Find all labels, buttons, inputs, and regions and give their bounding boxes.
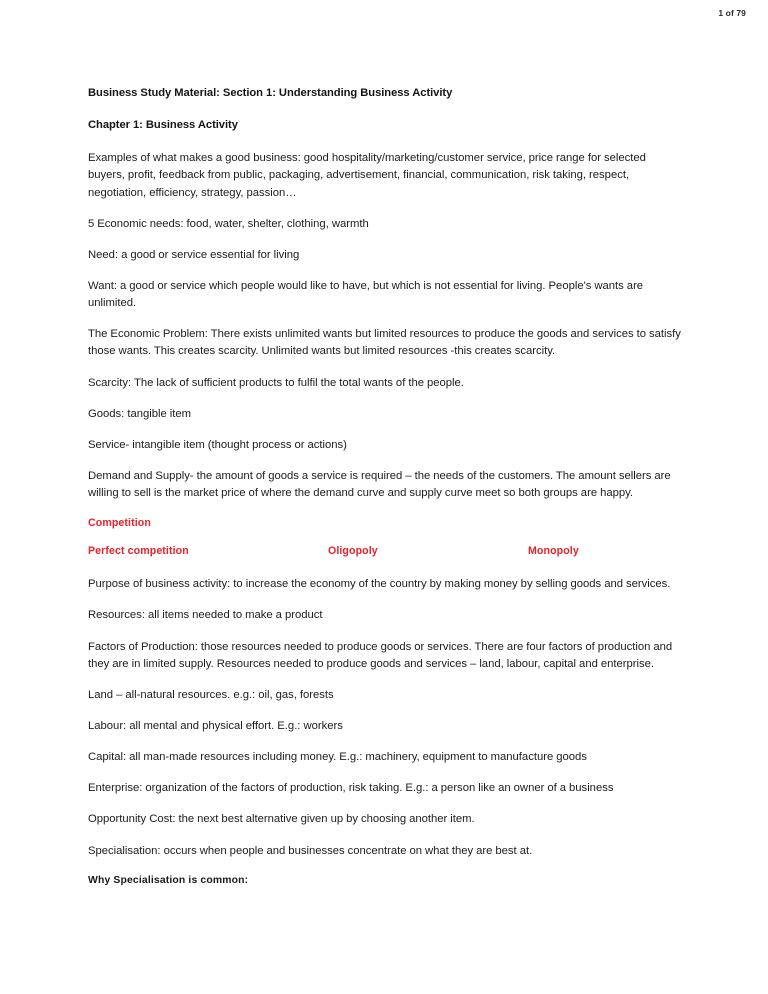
paragraph-capital: Capital: all man-made resources including money. E.g.: machinery, equipment to manufacture goods — [88, 751, 587, 764]
competition-type-oligopoly: Oligopoly — [328, 545, 378, 558]
paragraph-demand-supply: Demand and Supply- the amount of goods a service is required – the needs of the customers. The amount sellers are willing to sell is the market price of where the demand curve and supply curve meet so both groups are happy. — [88, 470, 671, 500]
competition-heading: Competition — [88, 517, 151, 530]
paragraph-purpose: Purpose of business activity: to increase the economy of the country by making money by selling goods and services. — [88, 578, 671, 591]
paragraph-opportunity-cost: Opportunity Cost: the next best alternative given up by choosing another item. — [88, 813, 475, 826]
competition-type-monopoly: Monopoly — [528, 545, 579, 558]
paragraph-economic-problem: The Economic Problem: There exists unlimited wants but limited resources to produce the goods and services to satisfy those wants. This creates scarcity. Unlimited wants but limited resources -this creates scarcity. — [88, 328, 681, 358]
paragraph-scarcity: Scarcity: The lack of sufficient products to fulfil the total wants of the people. — [88, 376, 464, 389]
paragraph-labour: Labour: all mental and physical effort. E.g.: workers — [88, 720, 343, 733]
paragraph-economic-needs: 5 Economic needs: food, water, shelter, clothing, warmth — [88, 217, 369, 230]
document-title: Business Study Material: Section 1: Understanding Business Activity — [88, 87, 453, 99]
paragraph-factors-of-production: Factors of Production: those resources needed to produce goods or services. There are four factors of production and they are in limited supply. Resources needed to produce goods and services – land, labour, capital and enterprise. — [88, 640, 673, 670]
subheading-why-specialisation: Why Specialisation is common: — [88, 874, 249, 886]
chapter-heading: Chapter 1: Business Activity — [88, 119, 238, 132]
competition-types-row — [88, 545, 682, 560]
paragraph-enterprise: Enterprise: organization of the factors of production, risk taking. E.g.: a person like an owner of a business — [88, 782, 614, 795]
paragraph-want: Want: a good or service which people would like to have, but which is not essential for living. People's wants are unlimited. — [88, 280, 644, 310]
competition-type-perfect: Perfect competition — [88, 545, 189, 558]
paragraph-goods: Goods: tangible item — [88, 407, 192, 420]
paragraph-need: Need: a good or service essential for living — [88, 248, 300, 261]
paragraph-service: Service- intangible item (thought process or actions) — [88, 438, 347, 451]
paragraph-specialisation: Specialisation: occurs when people and businesses concentrate on what they are best at. — [88, 844, 533, 857]
document-text-column — [88, 86, 682, 902]
page-indicator: 1 of 79 — [718, 8, 746, 18]
paragraph-examples: Examples of what makes a good business: good hospitality/marketing/customer service, price range for selected buyers, profit, feedback from public, packaging, advertisement, financial, communication, risk taking, respect, negotiation, efficiency, strategy, passion… — [88, 152, 646, 199]
paragraph-land: Land – all-natural resources. e.g.: oil, gas, forests — [88, 688, 334, 701]
paragraph-resources: Resources: all items needed to make a product — [88, 609, 323, 622]
